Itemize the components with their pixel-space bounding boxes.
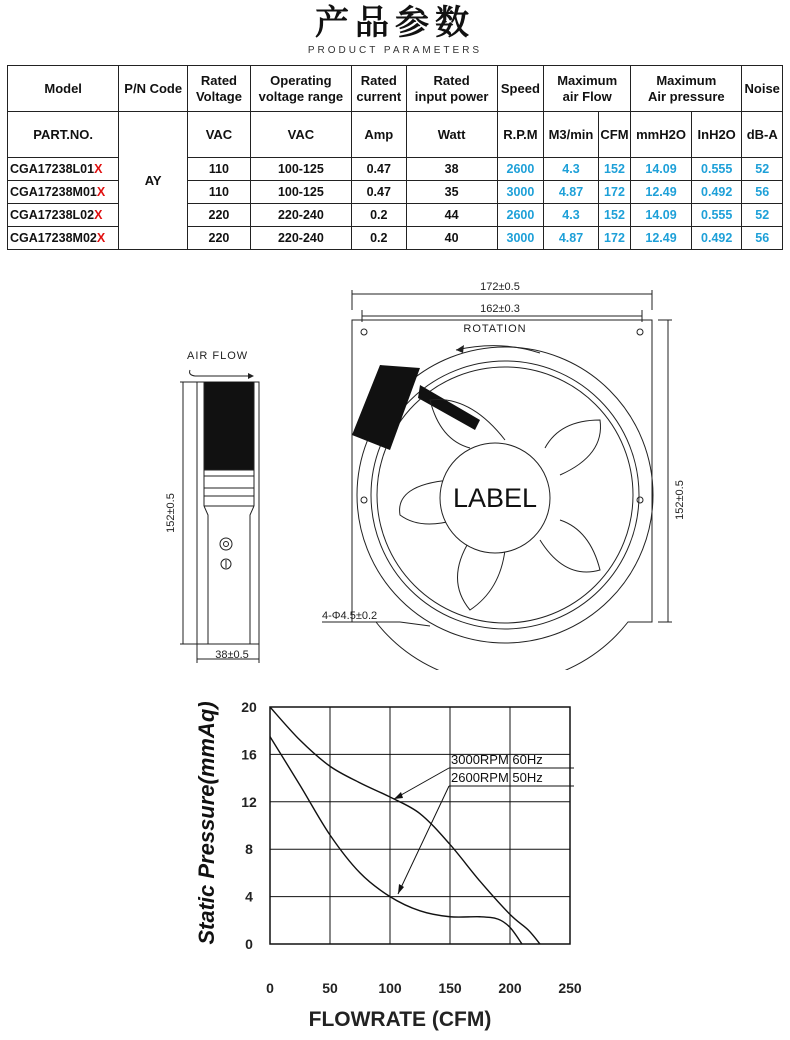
header-row — [8, 66, 783, 112]
col-operating-range: Operating voltage range — [250, 66, 351, 112]
page-subtitle: PRODUCT PARAMETERS — [307, 45, 483, 56]
input-power: 44 — [406, 204, 497, 227]
pressure-inch: 0.555 — [691, 158, 742, 181]
mount-hole — [637, 329, 643, 335]
y-tick-label: 8 — [245, 841, 253, 858]
airflow-m3: 4.3 — [544, 204, 599, 227]
voltage-range: 220-240 — [250, 227, 351, 250]
outer-width-dim: 172±0.5 — [480, 281, 520, 293]
airflow-cfm: 172 — [598, 181, 630, 204]
air-flow-label: AIR FLOW — [187, 350, 249, 362]
inner-width-dim: 162±0.3 — [480, 303, 520, 315]
x-tick-label: 200 — [498, 980, 522, 996]
mount-hole — [637, 497, 643, 503]
rotation-label: ROTATION — [463, 323, 527, 335]
airflow-cfm: 152 — [598, 204, 630, 227]
unit-part: PART.NO. — [8, 112, 119, 158]
performance-chart — [0, 670, 790, 1040]
col-model: Model — [8, 66, 119, 112]
legend-2600: 2600RPM 50Hz — [451, 770, 543, 785]
front-view — [352, 290, 653, 670]
page-title: 产品参数 — [315, 3, 475, 43]
pressure-inch: 0.555 — [691, 204, 742, 227]
input-power: 38 — [406, 158, 497, 181]
depth-dim: 38±0.5 — [215, 649, 249, 661]
noise: 56 — [742, 227, 783, 250]
legend-3000: 3000RPM 60Hz — [451, 752, 543, 767]
unit-m3min: M3/min — [544, 112, 599, 158]
speed: 2600 — [497, 204, 544, 227]
rated-current: 0.47 — [351, 181, 406, 204]
part-number: CGA17238M01X — [8, 181, 119, 204]
y-tick-label: 4 — [245, 888, 253, 905]
air-flow-arrow — [190, 370, 252, 376]
unit-row — [8, 112, 783, 158]
x-tick-label: 0 — [266, 980, 274, 996]
voltage-range: 100-125 — [250, 181, 351, 204]
speed: 3000 — [497, 181, 544, 204]
side-view — [180, 350, 259, 663]
rated-current: 0.47 — [351, 158, 406, 181]
rated-voltage: 110 — [188, 158, 251, 181]
unit-cfm: CFM — [598, 112, 630, 158]
input-power: 35 — [406, 181, 497, 204]
rated-current: 0.2 — [351, 227, 406, 250]
unit-watt: Watt — [406, 112, 497, 158]
col-pn-code: P/N Code — [119, 66, 188, 112]
col-rated-current: Rated current — [351, 66, 406, 112]
pn-code-cell: AY — [119, 112, 188, 250]
col-max-pressure: Maximum Air pressure — [631, 66, 742, 112]
airflow-m3: 4.3 — [544, 158, 599, 181]
part-number: CGA17238M02X — [8, 227, 119, 250]
series-line-3000rpm — [270, 707, 540, 944]
col-noise: Noise — [742, 66, 783, 112]
y-tick-label: 12 — [241, 793, 257, 810]
voltage-range: 100-125 — [250, 158, 351, 181]
unit-vac-range: VAC — [250, 112, 351, 158]
airflow-m3: 4.87 — [544, 181, 599, 204]
input-power: 40 — [406, 227, 497, 250]
x-tick-label: 150 — [438, 980, 462, 996]
col-rated-voltage: Rated Voltage — [188, 66, 251, 112]
col-rated-power: Rated input power — [406, 66, 497, 112]
unit-mmh2o: mmH2O — [631, 112, 692, 158]
hub-label: LABEL — [452, 483, 538, 513]
unit-dba: dB-A — [742, 112, 783, 158]
fan-drawings — [0, 270, 790, 670]
rated-voltage: 220 — [188, 227, 251, 250]
pressure-inch: 0.492 — [691, 227, 742, 250]
y-axis-label: Static Pressure(mmAq) — [194, 701, 219, 945]
hole-spec: 4-Φ4.5±0.2 — [322, 610, 378, 622]
noise: 56 — [742, 181, 783, 204]
airflow-cfm: 172 — [598, 227, 630, 250]
unit-vac: VAC — [188, 112, 251, 158]
col-speed: Speed — [497, 66, 544, 112]
unit-inh2o: InH2O — [691, 112, 742, 158]
mount-hole — [361, 329, 367, 335]
y-tick-label: 20 — [241, 699, 257, 715]
side-housing-dark — [204, 382, 254, 470]
pressure-mm: 12.49 — [631, 227, 692, 250]
part-number: CGA17238L02X — [8, 204, 119, 227]
x-tick-label: 50 — [322, 980, 338, 996]
airflow-m3: 4.87 — [544, 227, 599, 250]
y-tick-label: 0 — [245, 936, 253, 952]
noise: 52 — [742, 204, 783, 227]
rated-voltage: 220 — [188, 204, 251, 227]
part-number: CGA17238L01X — [8, 158, 119, 181]
speed: 2600 — [497, 158, 544, 181]
pressure-mm: 14.09 — [631, 204, 692, 227]
pressure-inch: 0.492 — [691, 181, 742, 204]
x-tick-label: 100 — [378, 980, 402, 996]
front-height-dim: 152±0.5 — [674, 480, 686, 520]
mount-hole — [361, 497, 367, 503]
noise: 52 — [742, 158, 783, 181]
airflow-cfm: 152 — [598, 158, 630, 181]
y-tick-label: 16 — [241, 746, 257, 763]
legend — [394, 752, 574, 894]
speed: 3000 — [497, 227, 544, 250]
rated-current: 0.2 — [351, 204, 406, 227]
spec-table — [7, 65, 783, 250]
col-max-airflow: Maximum air Flow — [544, 66, 631, 112]
x-axis-label: FLOWRATE (CFM) — [308, 1008, 492, 1031]
plot-frame — [270, 707, 570, 944]
page-header — [0, 0, 790, 58]
pressure-mm: 12.49 — [631, 181, 692, 204]
terminal-block — [352, 365, 420, 450]
unit-amp: Amp — [351, 112, 406, 158]
x-tick-label: 250 — [558, 980, 582, 996]
voltage-range: 220-240 — [250, 204, 351, 227]
pressure-mm: 14.09 — [631, 158, 692, 181]
unit-rpm: R.P.M — [497, 112, 544, 158]
rated-voltage: 110 — [188, 181, 251, 204]
side-height-dim: 152±0.5 — [165, 493, 177, 533]
